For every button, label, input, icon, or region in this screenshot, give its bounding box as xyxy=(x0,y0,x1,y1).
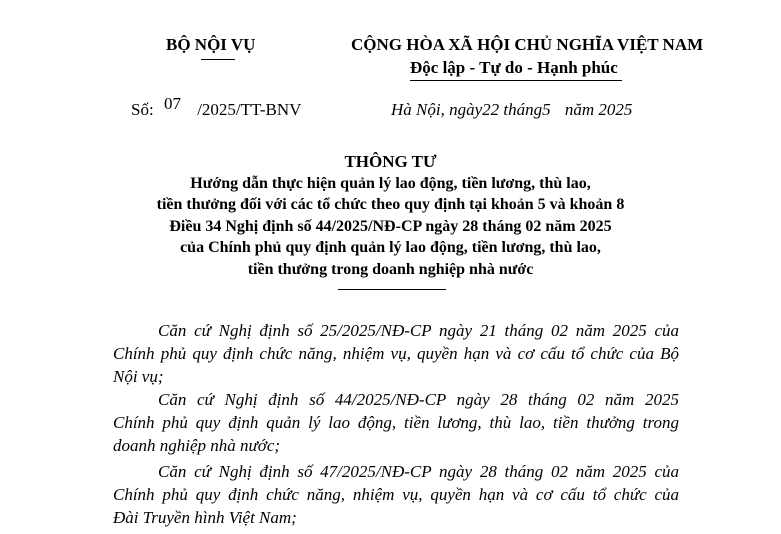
document-type: THÔNG TƯ xyxy=(344,152,437,171)
preamble-line: Căn cứ Nghị định số 25/2025/NĐ-CP ngày 21 tháng 02 năm 2025 của xyxy=(158,321,679,340)
preamble-line: Chính phủ quy định chức năng, nhiệm vụ, quyền hạn và cơ cấu tổ chức của xyxy=(113,485,679,504)
preamble-line: Chính phủ quy định quản lý lao động, tiền lương, thù lao, tiền thưởng trong xyxy=(113,413,679,432)
preamble-line: Nội vụ; xyxy=(113,367,164,386)
issue-date xyxy=(391,100,632,120)
date-month-label: tháng xyxy=(503,100,543,119)
document-number xyxy=(131,94,302,120)
title-line: tiền thưởng trong doanh nghiệp nhà nước xyxy=(247,260,534,278)
title-line: Điều 34 Nghị định số 44/2025/NĐ-CP ngày 28 tháng 02 năm 2025 xyxy=(169,217,612,235)
title-line: tiền thưởng đối với các tổ chức theo quy định tại khoản 5 và khoản 8 xyxy=(156,196,625,213)
ministry-underline xyxy=(201,59,235,60)
national-motto: Độc lập - Tự do - Hạnh phúc xyxy=(410,58,618,77)
motto-underline xyxy=(410,80,622,81)
number-value: 07 xyxy=(163,94,181,113)
title-underline xyxy=(338,289,446,290)
number-suffix: /2025/TT-BNV xyxy=(197,100,302,119)
preamble-paragraph xyxy=(113,388,679,457)
country-name: CỘNG HÒA XÃ HỘI CHỦ NGHĨA VIỆT NAM xyxy=(351,35,704,54)
date-day: 22 xyxy=(482,100,500,119)
date-place: Hà Nội, ngày xyxy=(391,100,483,119)
date-year: năm 2025 xyxy=(564,100,633,119)
preamble-line: Chính phủ quy định chức năng, nhiệm vụ, quyền hạn và cơ cấu tổ chức của Bộ xyxy=(113,344,679,363)
ministry-name: BỘ NỘI VỤ xyxy=(166,35,256,54)
preamble-paragraph xyxy=(113,319,679,388)
preamble-line: Đài Truyền hình Việt Nam; xyxy=(113,508,297,527)
title-line: Hướng dẫn thực hiện quản lý lao động, tiền lương, thù lao, xyxy=(190,174,591,192)
document-title xyxy=(0,151,781,280)
preamble-line: Căn cứ Nghị định số 44/2025/NĐ-CP ngày 28 tháng 02 năm 2025 xyxy=(158,390,679,409)
date-month: 5 xyxy=(542,100,551,119)
number-label: Số: xyxy=(131,100,154,119)
preamble-line: doanh nghiệp nhà nước; xyxy=(113,436,281,455)
preamble-paragraph xyxy=(113,460,679,529)
preamble-line: Căn cứ Nghị định số 47/2025/NĐ-CP ngày 28 tháng 02 năm 2025 của xyxy=(158,462,679,481)
title-line: của Chính phủ quy định quản lý lao động, tiền lương, thù lao, xyxy=(180,239,601,256)
